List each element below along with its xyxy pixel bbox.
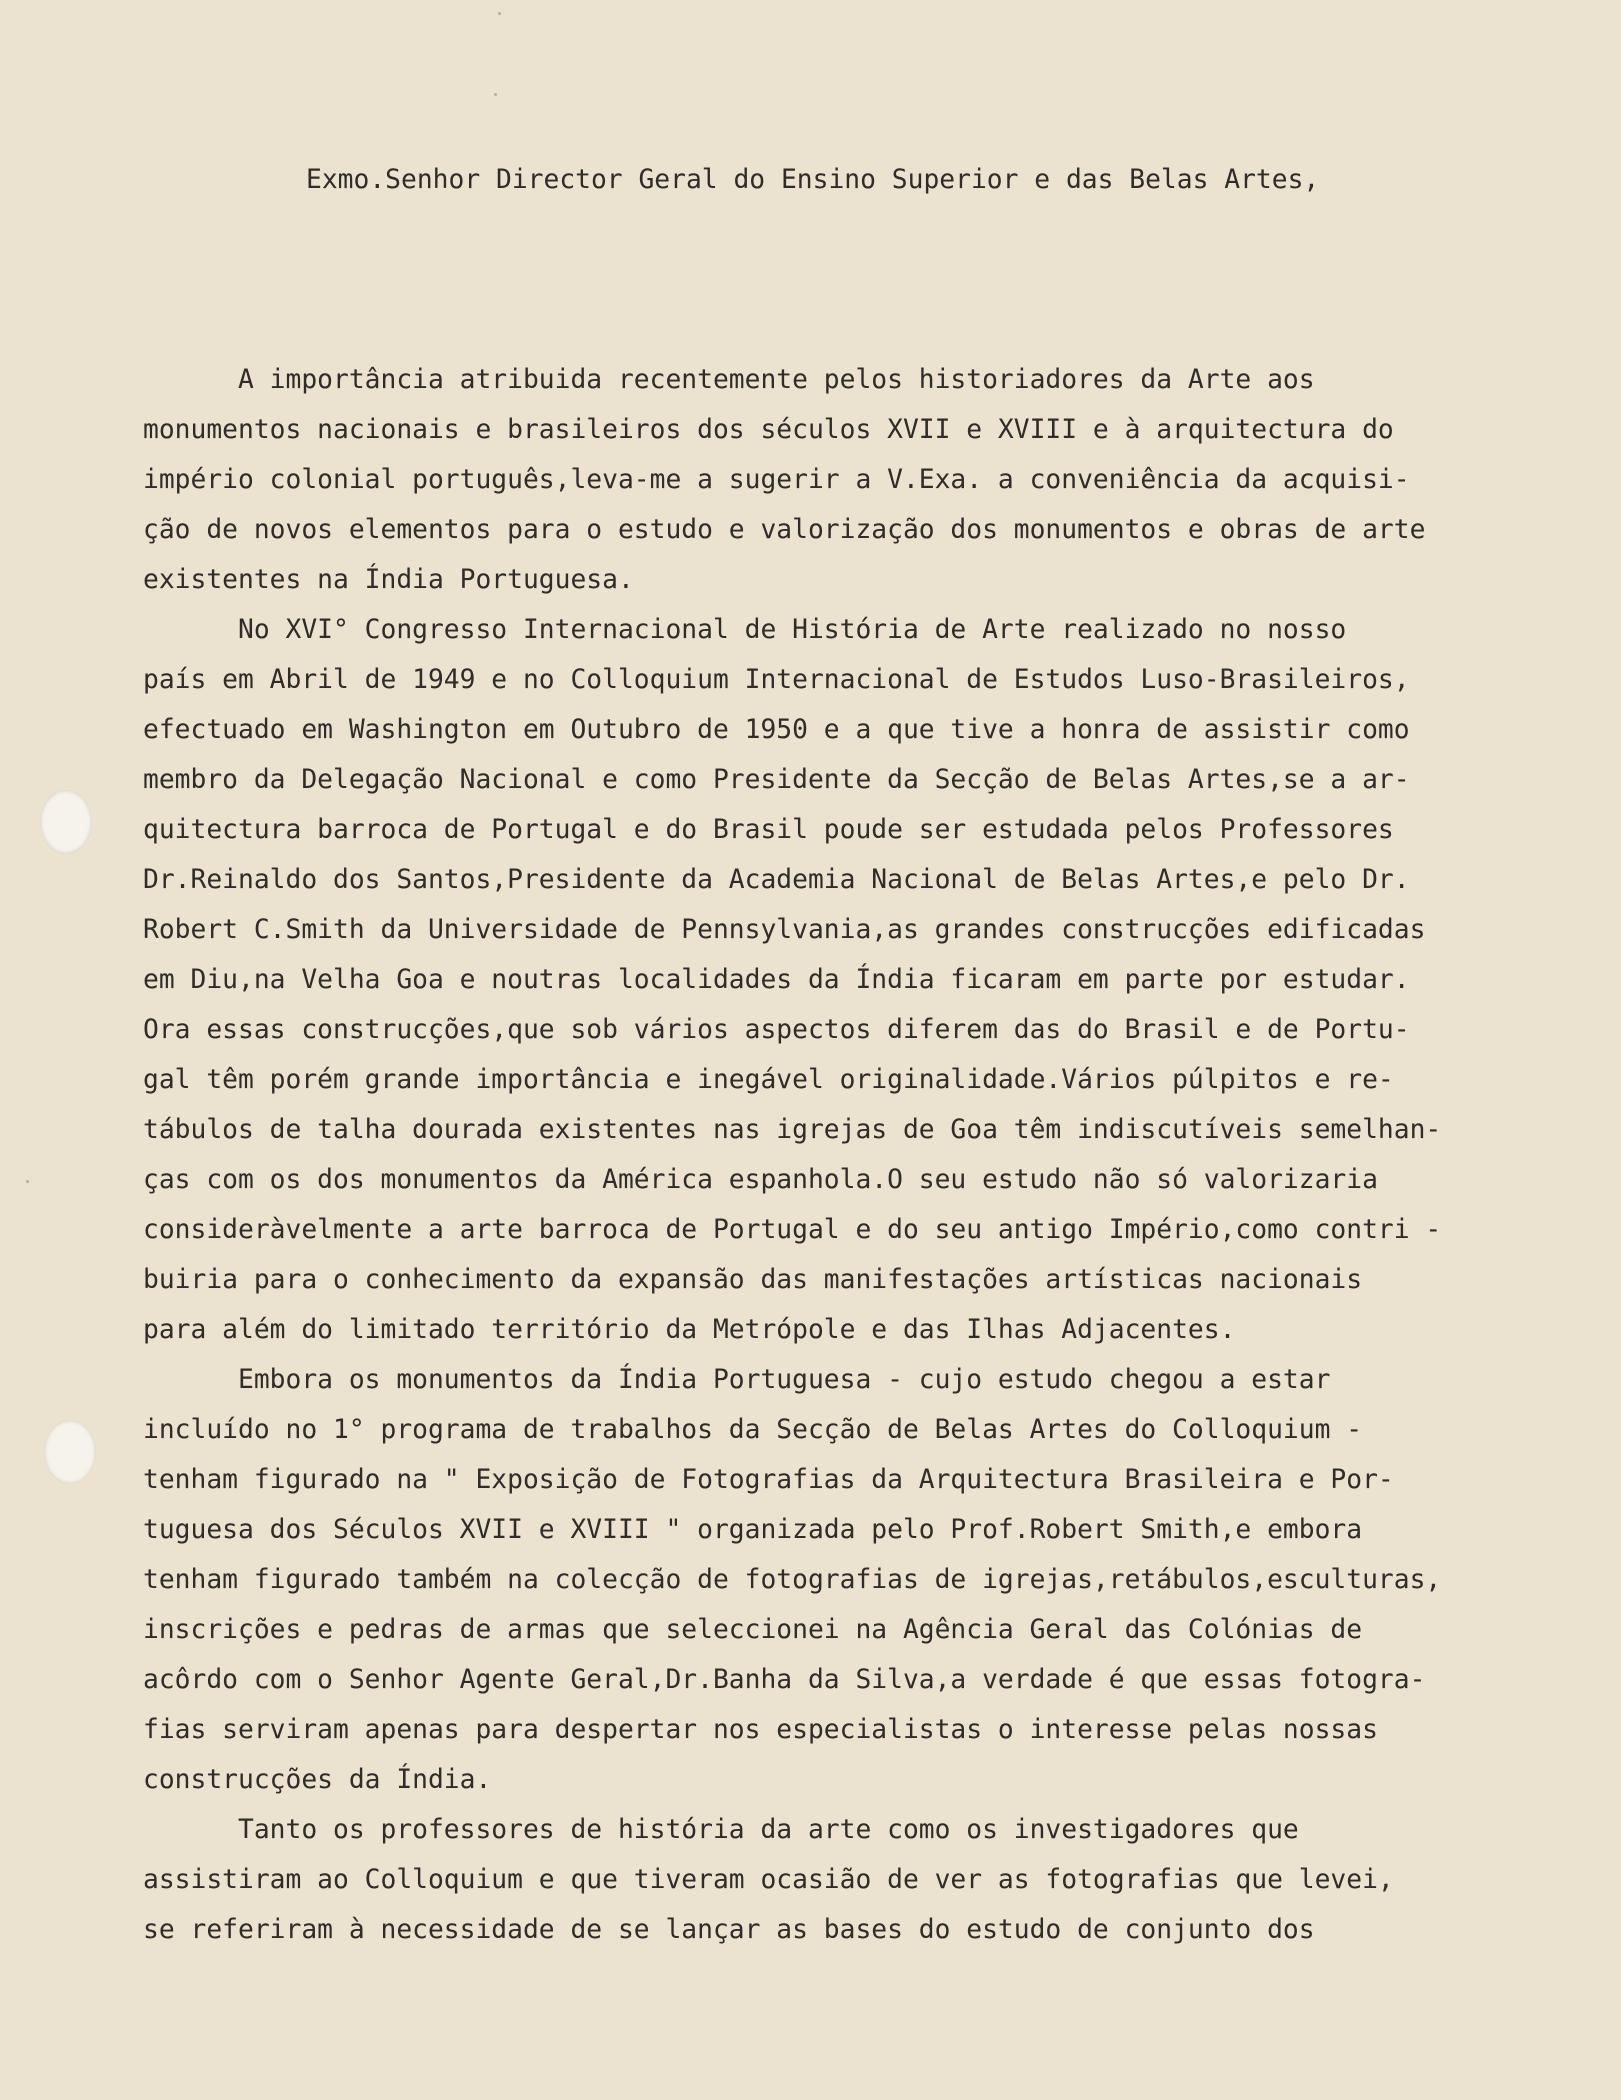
paper-speck (26, 1180, 29, 1183)
letter-line: tábulos de talha dourada existentes nas igrejas de Goa têm indiscutíveis semelhan- (143, 1115, 1442, 1145)
letter-line: Tanto os professores de história da arte como os investigadores que (143, 1815, 1299, 1845)
salutation: Exmo.Senhor Director Geral do Ensino Superior e das Belas Artes, (306, 165, 1320, 195)
letter-line: Embora os monumentos da Índia Portuguesa - cujo estudo chegou a estar (143, 1365, 1331, 1395)
letter-line: incluído no 1° programa de trabalhos da Secção de Belas Artes do Colloquium - (143, 1415, 1363, 1445)
paper-speck (498, 12, 501, 15)
letter-line: consideràvelmente a arte barroca de Portugal e do seu antigo Império,como contri - (143, 1215, 1442, 1245)
letter-line: membro da Delegação Nacional e como Presidente da Secção de Belas Artes,se a ar- (143, 765, 1410, 795)
letter-line: ção de novos elementos para o estudo e valorização dos monumentos e obras de arte (143, 515, 1426, 545)
letter-line: Robert C.Smith da Universidade de Pennsylvania,as grandes construcções edificadas (143, 915, 1426, 945)
letter-body (143, 355, 1441, 1955)
paper-speck (494, 93, 497, 96)
letter-line: existentes na Índia Portuguesa. (143, 565, 634, 595)
letter-line: construcções da Índia. (143, 1765, 492, 1795)
letter-line: Dr.Reinaldo dos Santos,Presidente da Academia Nacional de Belas Artes,e pelo Dr. (143, 865, 1410, 895)
letter-line: acôrdo com o Senhor Agente Geral,Dr.Banha da Silva,a verdade é que essas fotogra- (143, 1665, 1426, 1695)
letter-line: se referiram à necessidade de se lançar as bases do estudo de conjunto dos (143, 1915, 1315, 1945)
letter-line: país em Abril de 1949 e no Colloquium Internacional de Estudos Luso-Brasileiros, (143, 665, 1410, 695)
letter-line: tuguesa dos Séculos XVII e XVIII " organizada pelo Prof.Robert Smith,e embora (143, 1515, 1363, 1545)
letter-line: para além do limitado território da Metrópole e das Ilhas Adjacentes. (143, 1315, 1236, 1345)
letter-line: ças com os dos monumentos da América espanhola.O seu estudo não só valorizaria (143, 1165, 1378, 1195)
letter-line: tenham figurado na " Exposição de Fotografias da Arquitectura Brasileira e Por- (143, 1465, 1394, 1495)
letter-line: inscrições e pedras de armas que seleccionei na Agência Geral das Colónias de (143, 1615, 1363, 1645)
letter-line: em Diu,na Velha Goa e noutras localidades da Índia ficaram em parte por estudar. (143, 965, 1410, 995)
punch-hole-lower (44, 1420, 96, 1484)
letter-line: assistiram ao Colloquium e que tiveram ocasião de ver as fotografias que levei, (143, 1865, 1394, 1895)
letter-line: gal têm porém grande importância e inegável originalidade.Vários púlpitos e re- (143, 1065, 1394, 1095)
letter-line: efectuado em Washington em Outubro de 1950 e a que tive a honra de assistir como (143, 715, 1410, 745)
letter-line: No XVI° Congresso Internacional de História de Arte realizado no nosso (143, 615, 1347, 645)
letter-line: A importância atribuida recentemente pelos historiadores da Arte aos (143, 365, 1315, 395)
letter-line: império colonial português,leva-me a sugerir a V.Exa. a conveniência da acquisi- (143, 465, 1410, 495)
letter-line: fias serviram apenas para despertar nos especialistas o interesse pelas nossas (143, 1715, 1378, 1745)
letter-line: buiria para o conhecimento da expansão das manifestações artísticas nacionais (143, 1265, 1363, 1295)
letter-line: tenham figurado também na colecção de fotografias de igrejas,retábulos,esculturas, (143, 1565, 1442, 1595)
letter-line: quitectura barroca de Portugal e do Brasil poude ser estudada pelos Professores (143, 815, 1394, 845)
punch-hole-upper (40, 790, 92, 854)
letter-line: monumentos nacionais e brasileiros dos séculos XVII e XVIII e à arquitectura do (143, 415, 1394, 445)
letter-line: Ora essas construcções,que sob vários aspectos diferem das do Brasil e de Portu- (143, 1015, 1410, 1045)
